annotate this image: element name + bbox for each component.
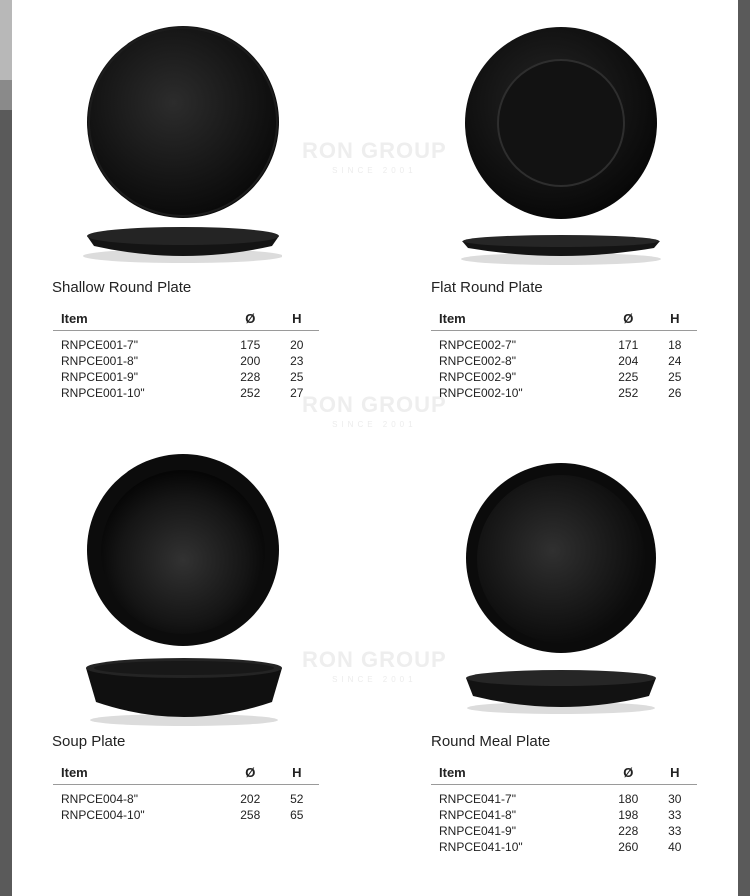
product-title: Soup Plate [52,733,126,750]
column-header-item: Item [53,311,226,331]
table-row: RNPCE041-10" 260 40 [439,840,682,854]
table-row: RNPCE004-10" 258 65 [61,808,304,822]
table-row: RNPCE041-9" 228 33 [439,824,682,838]
table-row: RNPCE002-9" 225 25 [439,370,682,384]
column-header-item: Item [431,311,604,331]
table-row: RNPCE002-8" 204 24 [439,354,682,368]
table-row: RNPCE041-7" 180 30 [439,792,682,806]
table-row: RNPCE004-8" 202 52 [61,792,304,806]
product-title: Flat Round Plate [431,279,543,296]
shallow-round-plate-image [82,24,282,269]
table-row: RNPCE041-8" 198 33 [439,808,682,822]
spec-table [431,311,697,401]
table-row: RNPCE002-7" 171 18 [439,338,682,352]
column-header-height: H [653,765,697,785]
column-header-item: Item [53,765,226,785]
column-header-height: H [275,765,319,785]
column-header-diameter: Ø [604,311,653,331]
product-title: Round Meal Plate [431,733,551,750]
brand-watermark: RON GROUP SINCE 2001 [302,138,447,175]
spec-table [53,765,319,823]
page-edge-highlight [0,0,12,80]
product-title: Shallow Round Plate [52,279,192,296]
soup-plate-image [82,452,288,730]
brand-watermark: RON GROUP SINCE 2001 [302,647,447,684]
round-meal-plate-image [463,460,663,722]
table-row: RNPCE002-10" 252 26 [439,386,682,400]
column-header-item: Item [431,765,604,785]
column-header-height: H [653,311,697,331]
flat-round-plate-image [458,26,664,271]
column-header-diameter: Ø [226,311,275,331]
column-header-height: H [275,311,319,331]
table-row: RNPCE001-9" 228 25 [61,370,304,384]
brand-watermark: RON GROUP SINCE 2001 [302,392,447,429]
catalog-page [12,0,738,896]
column-header-diameter: Ø [604,765,653,785]
table-row: RNPCE001-8" 200 23 [61,354,304,368]
table-row: RNPCE001-7" 175 20 [61,338,304,352]
table-row: RNPCE001-10" 252 27 [61,386,304,400]
column-header-diameter: Ø [226,765,275,785]
spec-table [53,311,319,401]
spec-table [431,765,697,855]
